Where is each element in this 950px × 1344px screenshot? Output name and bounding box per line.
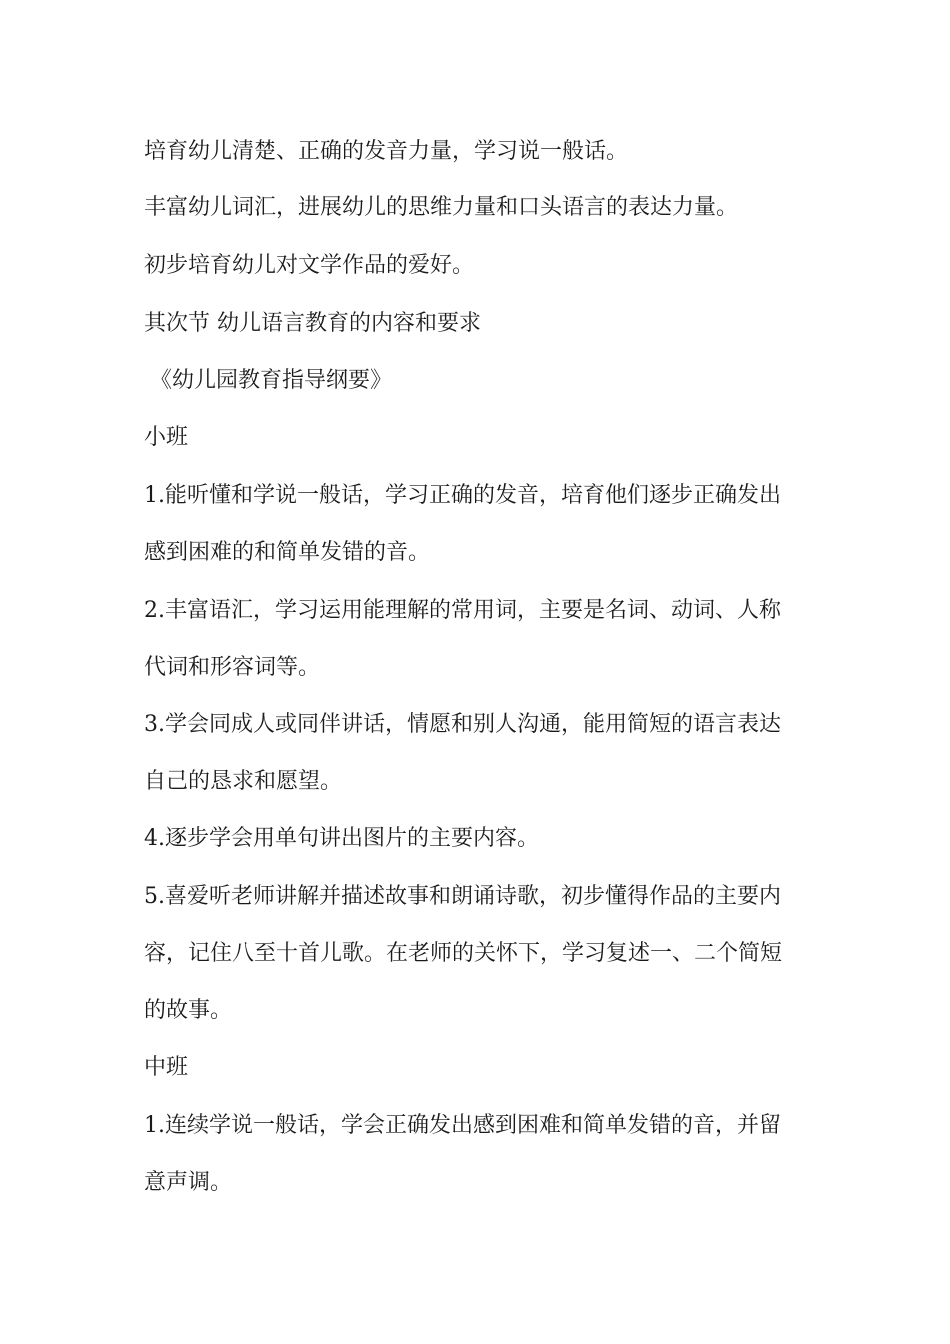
- list-item-line: 5.喜爱听老师讲解并描述故事和朗诵诗歌，初步懂得作品的主要内: [144, 884, 781, 909]
- list-item-line: 容，记住八至十首儿歌。在老师的关怀下，学习复述一、二个简短: [144, 941, 783, 966]
- list-item-line: 自己的恳求和愿望。: [144, 769, 343, 794]
- class-heading-small: 小班: [144, 425, 189, 450]
- list-item-line: 代词和形容词等。: [144, 655, 321, 680]
- document-reference-title: 《幼儿园教育指导纲要》: [150, 368, 393, 393]
- list-item-line: 意声调。: [144, 1170, 233, 1195]
- paragraph-line-1: 培育幼儿清楚、正确的发音力量，学习说一般话。: [144, 139, 629, 164]
- list-item-line: 2.丰富语汇，学习运用能理解的常用词，主要是名词、动词、人称: [144, 598, 781, 623]
- paragraph-line-2: 丰富幼儿词汇，进展幼儿的思维力量和口头语言的表达力量。: [144, 195, 739, 220]
- list-item-line: 1.连续学说一般话，学会正确发出感到困难和简单发错的音，并留: [144, 1113, 781, 1138]
- list-item-line: 3.学会同成人或同伴讲话，情愿和别人沟通，能用简短的语言表达: [144, 712, 781, 737]
- list-item-line: 4.逐步学会用单句讲出图片的主要内容。: [144, 826, 539, 851]
- section-heading: 其次节 幼儿语言教育的内容和要求: [144, 311, 481, 336]
- list-item-line: 感到困难的和简单发错的音。: [144, 540, 431, 565]
- list-item-line: 的故事。: [144, 998, 233, 1023]
- list-item-line: 1.能听懂和学说一般话，学习正确的发音，培育他们逐步正确发出: [144, 483, 781, 508]
- paragraph-line-3: 初步培育幼儿对文学作品的爱好。: [144, 253, 475, 278]
- class-heading-middle: 中班: [144, 1055, 189, 1080]
